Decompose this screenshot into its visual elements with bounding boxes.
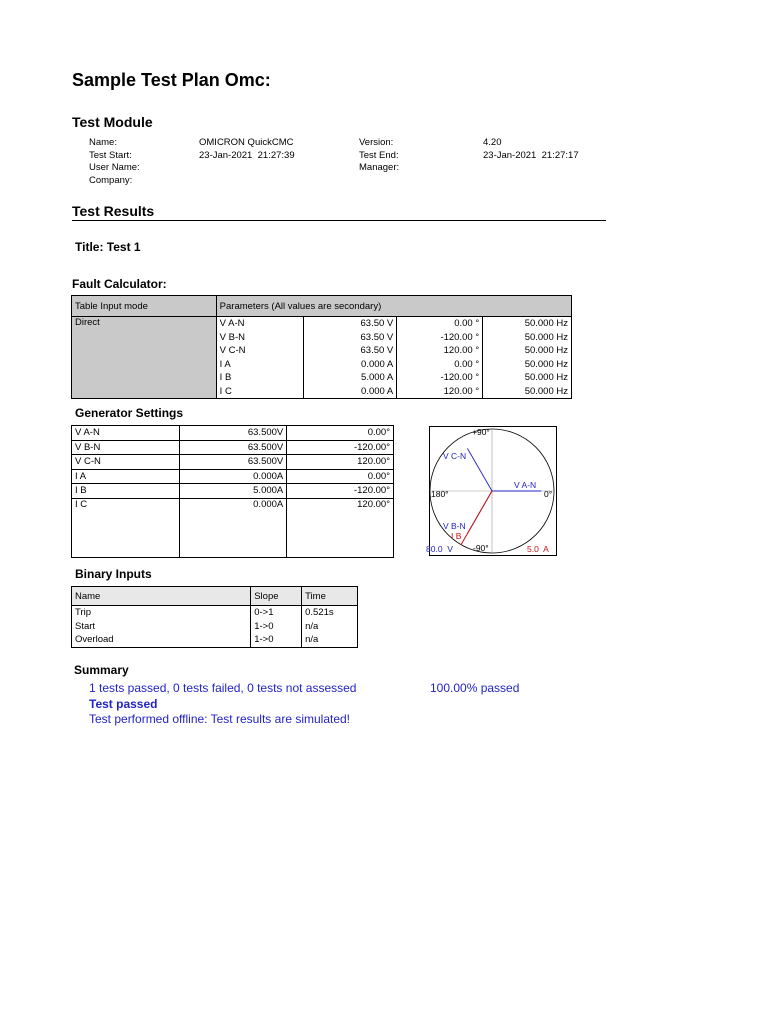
van-label: V A-N bbox=[514, 480, 537, 490]
time-column-header: Time bbox=[302, 587, 358, 606]
generator-row bbox=[72, 440, 394, 455]
frequency: 50.000 Hz bbox=[483, 331, 572, 345]
test-passed-status: Test passed bbox=[89, 697, 158, 711]
quantity-name: V A-N bbox=[72, 426, 180, 441]
magnitude: 5.000 A bbox=[304, 371, 397, 385]
phase: -120.00 ° bbox=[397, 371, 483, 385]
current-scale-label: 5.0 A bbox=[527, 544, 549, 554]
phase: -120.00° bbox=[287, 484, 394, 499]
quantity-name: V B-N bbox=[72, 440, 180, 455]
page-title: Sample Test Plan Omc: bbox=[72, 70, 271, 90]
parameters-header: Parameters (All values are secondary) bbox=[216, 296, 571, 317]
magnitude: 0.000A bbox=[179, 498, 287, 557]
frequency: 50.000 Hz bbox=[483, 344, 572, 358]
right-angle-label: 0° bbox=[544, 489, 553, 499]
generator-settings-table bbox=[71, 425, 394, 558]
quantity-name: V B-N bbox=[216, 331, 304, 345]
vbn-label: V B-N bbox=[443, 521, 466, 531]
frequency: 50.000 Hz bbox=[483, 385, 572, 399]
table-input-mode-header: Table Input mode bbox=[72, 296, 217, 317]
phase: -120.00° bbox=[287, 440, 394, 455]
input-name: Overload bbox=[72, 633, 251, 647]
binary-table-header bbox=[72, 587, 358, 606]
input-name: Trip bbox=[72, 606, 251, 620]
generator-row bbox=[72, 469, 394, 484]
top-angle-label: +90° bbox=[472, 427, 490, 437]
manager-label: Manager: bbox=[359, 162, 400, 173]
fault-calculator-table bbox=[71, 295, 572, 399]
quantity-name: I C bbox=[72, 498, 180, 557]
quantity-name: I A bbox=[216, 358, 304, 372]
phase: 120.00° bbox=[287, 455, 394, 470]
phase: 0.00 ° bbox=[397, 317, 483, 331]
quantity-name: V A-N bbox=[216, 317, 304, 331]
test-results-heading: Test Results bbox=[72, 203, 155, 219]
test-end-value: 23-Jan-2021 21:27:17 bbox=[483, 149, 579, 161]
phase: 120.00 ° bbox=[397, 344, 483, 358]
fault-calculator-heading: Fault Calculator: bbox=[72, 277, 167, 291]
frequency: 50.000 Hz bbox=[483, 317, 572, 331]
generator-row bbox=[72, 455, 394, 470]
fault-row bbox=[72, 317, 572, 331]
version-label: Version: bbox=[359, 137, 394, 148]
test-start-label: Test Start: bbox=[89, 149, 132, 161]
user-name-label: User Name: bbox=[89, 162, 140, 173]
phasor-diagram bbox=[426, 426, 557, 556]
input-time: 0.521s bbox=[302, 606, 358, 620]
ib-label: I B bbox=[451, 531, 462, 541]
left-angle-label: 180° bbox=[431, 489, 449, 499]
input-slope: 1->0 bbox=[251, 620, 302, 634]
phase: 120.00 ° bbox=[397, 385, 483, 399]
test-module-heading: Test Module bbox=[72, 114, 153, 130]
binary-inputs-heading: Binary Inputs bbox=[75, 567, 152, 581]
section-divider bbox=[72, 220, 606, 221]
slope-column-header: Slope bbox=[251, 587, 302, 606]
quantity-name: I C bbox=[216, 385, 304, 399]
binary-inputs-table bbox=[71, 586, 358, 648]
magnitude: 63.50 V bbox=[304, 317, 397, 331]
magnitude: 0.000 A bbox=[304, 385, 397, 399]
input-slope: 1->0 bbox=[251, 633, 302, 647]
magnitude: 5.000A bbox=[179, 484, 287, 499]
summary-counts: 1 tests passed, 0 tests failed, 0 tests not assessed bbox=[89, 681, 357, 695]
version-value: 4.20 bbox=[483, 137, 502, 148]
fault-table-header bbox=[72, 296, 572, 317]
input-time: n/a bbox=[302, 633, 358, 647]
phase: 120.00° bbox=[287, 498, 394, 557]
binary-row bbox=[72, 620, 358, 634]
test-module-labels-right bbox=[359, 137, 399, 175]
generator-row bbox=[72, 484, 394, 499]
magnitude: 63.500V bbox=[179, 440, 287, 455]
quantity-name: V C-N bbox=[72, 455, 180, 470]
quantity-name: V C-N bbox=[216, 344, 304, 358]
summary-percent: 100.00% passed bbox=[430, 681, 520, 695]
magnitude: 63.50 V bbox=[304, 331, 397, 345]
test-module-values-right bbox=[483, 137, 579, 162]
frequency: 50.000 Hz bbox=[483, 371, 572, 385]
magnitude: 0.000A bbox=[179, 469, 287, 484]
name-value: OMICRON QuickCMC bbox=[199, 137, 294, 148]
summary-heading: Summary bbox=[74, 663, 129, 677]
magnitude: 63.500V bbox=[179, 426, 287, 441]
offline-note: Test performed offline: Test results are simulated! bbox=[89, 712, 351, 726]
quantity-name: I B bbox=[72, 484, 180, 499]
vcn-label: V C-N bbox=[443, 451, 467, 461]
magnitude: 0.000 A bbox=[304, 358, 397, 372]
company-label: Company: bbox=[89, 174, 133, 186]
test-module-labels-left bbox=[89, 137, 140, 187]
magnitude: 63.50 V bbox=[304, 344, 397, 358]
phase: -120.00 ° bbox=[397, 331, 483, 345]
input-mode-value: Direct bbox=[72, 317, 217, 399]
test-end-label: Test End: bbox=[359, 149, 399, 161]
generator-row bbox=[72, 426, 394, 441]
frequency: 50.000 Hz bbox=[483, 358, 572, 372]
test-start-value: 23-Jan-2021 21:27:39 bbox=[199, 149, 295, 161]
bottom-angle-label: -90° bbox=[473, 543, 489, 553]
name-column-header: Name bbox=[72, 587, 251, 606]
input-name: Start bbox=[72, 620, 251, 634]
generator-row bbox=[72, 498, 394, 557]
quantity-name: I B bbox=[216, 371, 304, 385]
quantity-name: I A bbox=[72, 469, 180, 484]
phase: 0.00° bbox=[287, 426, 394, 441]
phase: 0.00° bbox=[287, 469, 394, 484]
binary-row bbox=[72, 633, 358, 647]
voltage-scale-label: 80.0 V bbox=[426, 544, 453, 554]
input-slope: 0->1 bbox=[251, 606, 302, 620]
name-label: Name: bbox=[89, 137, 117, 148]
input-time: n/a bbox=[302, 620, 358, 634]
magnitude: 63.500V bbox=[179, 455, 287, 470]
test-title: Title: Test 1 bbox=[75, 240, 141, 254]
phase: 0.00 ° bbox=[397, 358, 483, 372]
test-module-values-left bbox=[199, 137, 295, 162]
binary-row bbox=[72, 606, 358, 620]
generator-settings-heading: Generator Settings bbox=[75, 406, 184, 420]
